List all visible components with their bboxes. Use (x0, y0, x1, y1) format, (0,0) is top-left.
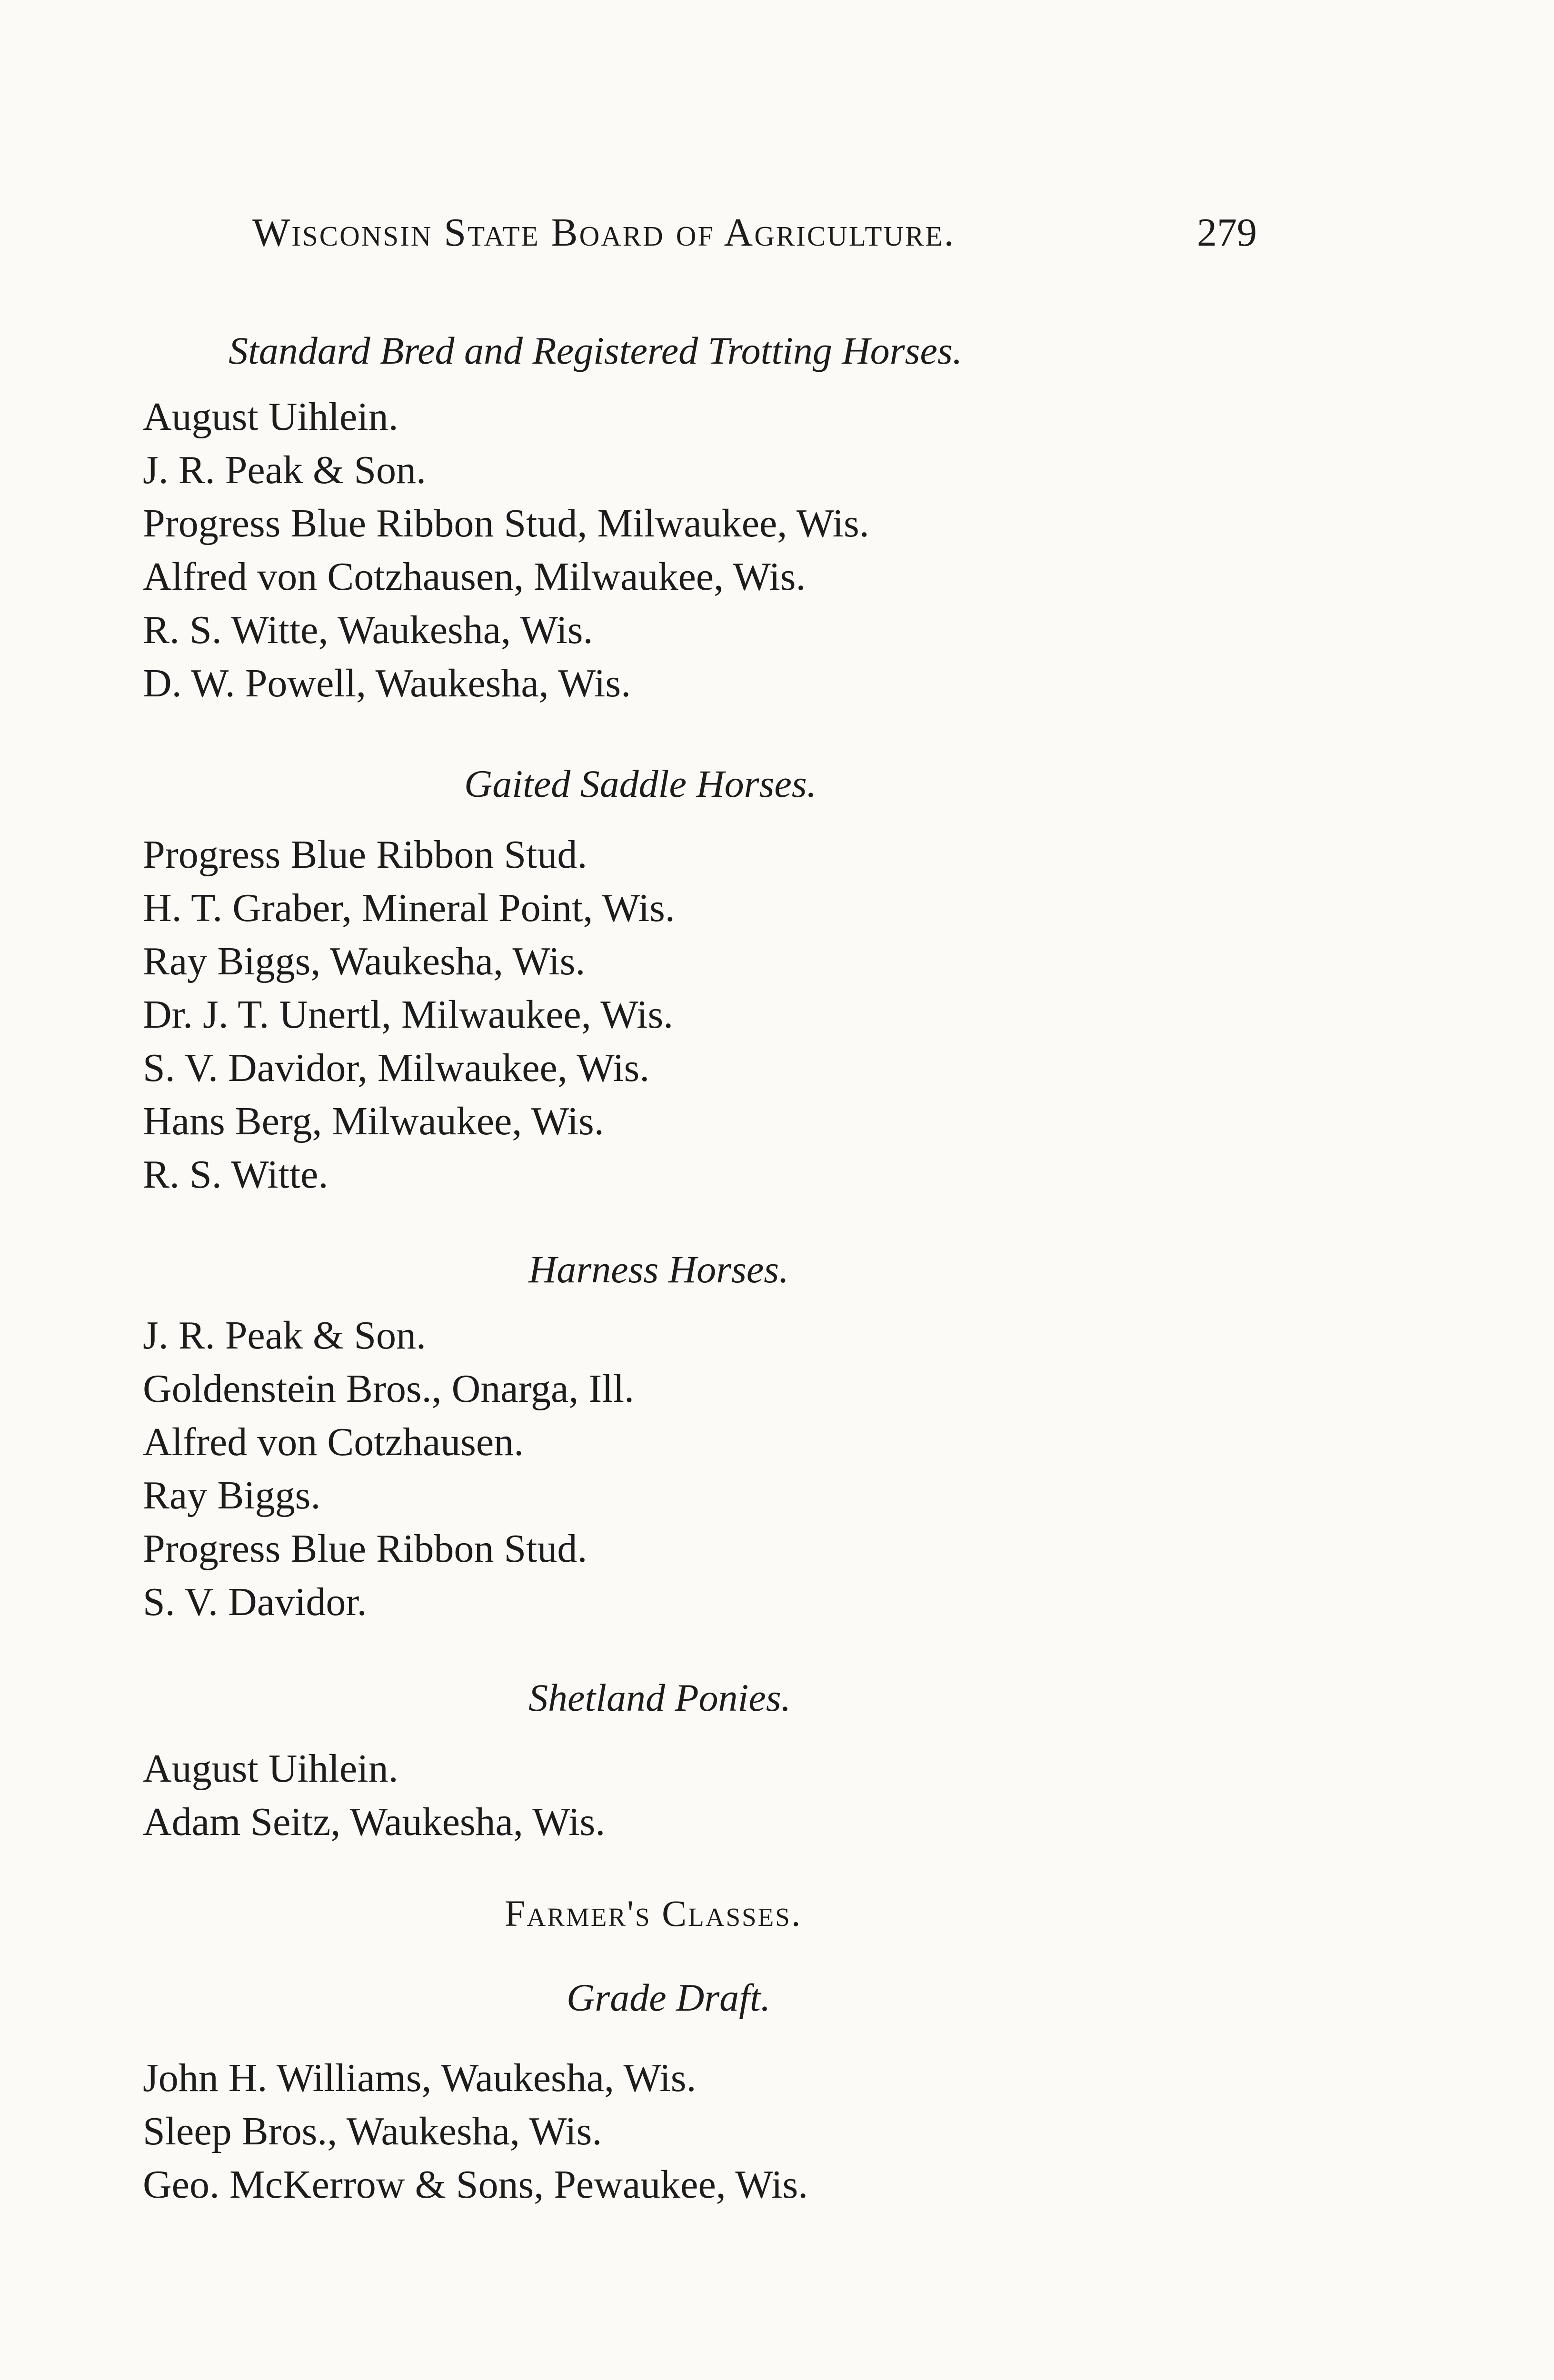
grade-draft-list (143, 2052, 808, 2211)
list-item: R. S. Witte. (143, 1152, 329, 1197)
list-item: Progress Blue Ribbon Stud. (143, 1527, 588, 1571)
list-item: Ray Biggs, Waukesha, Wis. (143, 939, 586, 983)
section-heading-trotting-horses: Standard Bred and Registered Trotting Horses. (229, 329, 963, 372)
list-item: Hans Berg, Milwaukee, Wis. (143, 1099, 604, 1143)
shetland-ponies-list (143, 1742, 605, 1849)
section-heading-shetland-ponies: Shetland Ponies. (528, 1676, 791, 1719)
list-item: Dr. J. T. Unertl, Milwaukee, Wis. (143, 992, 674, 1037)
list-item: Geo. McKerrow & Sons, Pewaukee, Wis. (143, 2162, 808, 2207)
section-heading-gaited-saddle-horses: Gaited Saddle Horses. (464, 762, 817, 805)
list-item: August Uihlein. (143, 395, 398, 439)
harness-horses-list (143, 1309, 634, 1629)
list-item: S. V. Davidor, Milwaukee, Wis. (143, 1046, 650, 1090)
list-item: August Uihlein. (143, 1746, 398, 1791)
list-item: Ray Biggs. (143, 1473, 321, 1517)
list-item: Progress Blue Ribbon Stud, Milwaukee, Wis. (143, 501, 869, 545)
list-item: D. W. Powell, Waukesha, Wis. (143, 661, 631, 705)
list-item: Alfred von Cotzhausen, Milwaukee, Wis. (143, 555, 806, 599)
section-heading-grade-draft: Grade Draft. (567, 1976, 771, 2019)
gaited-saddle-horses-list (143, 828, 675, 1201)
list-item: John H. Williams, Waukesha, Wis. (143, 2056, 697, 2100)
list-item: R. S. Witte, Waukesha, Wis. (143, 608, 593, 652)
list-item: Sleep Bros., Waukesha, Wis. (143, 2109, 602, 2153)
farmers-classes-heading: Farmer's Classes. (505, 1893, 802, 1934)
list-item: J. R. Peak & Son. (143, 448, 427, 492)
running-title: Wisconsin State Board of Agriculture. (252, 210, 956, 255)
list-item: Alfred von Cotzhausen. (143, 1420, 524, 1464)
section-heading-harness-horses: Harness Horses. (528, 1248, 789, 1291)
list-item: S. V. Davidor. (143, 1580, 367, 1624)
list-item: H. T. Graber, Mineral Point, Wis. (143, 886, 675, 930)
list-item: Goldenstein Bros., Onarga, Ill. (143, 1367, 634, 1411)
page-number: 279 (1197, 210, 1257, 255)
list-item: J. R. Peak & Son. (143, 1313, 427, 1358)
list-item: Adam Seitz, Waukesha, Wis. (143, 1800, 606, 1844)
trotting-horses-list (143, 390, 869, 710)
running-head (252, 209, 1257, 267)
list-item: Progress Blue Ribbon Stud. (143, 833, 588, 877)
